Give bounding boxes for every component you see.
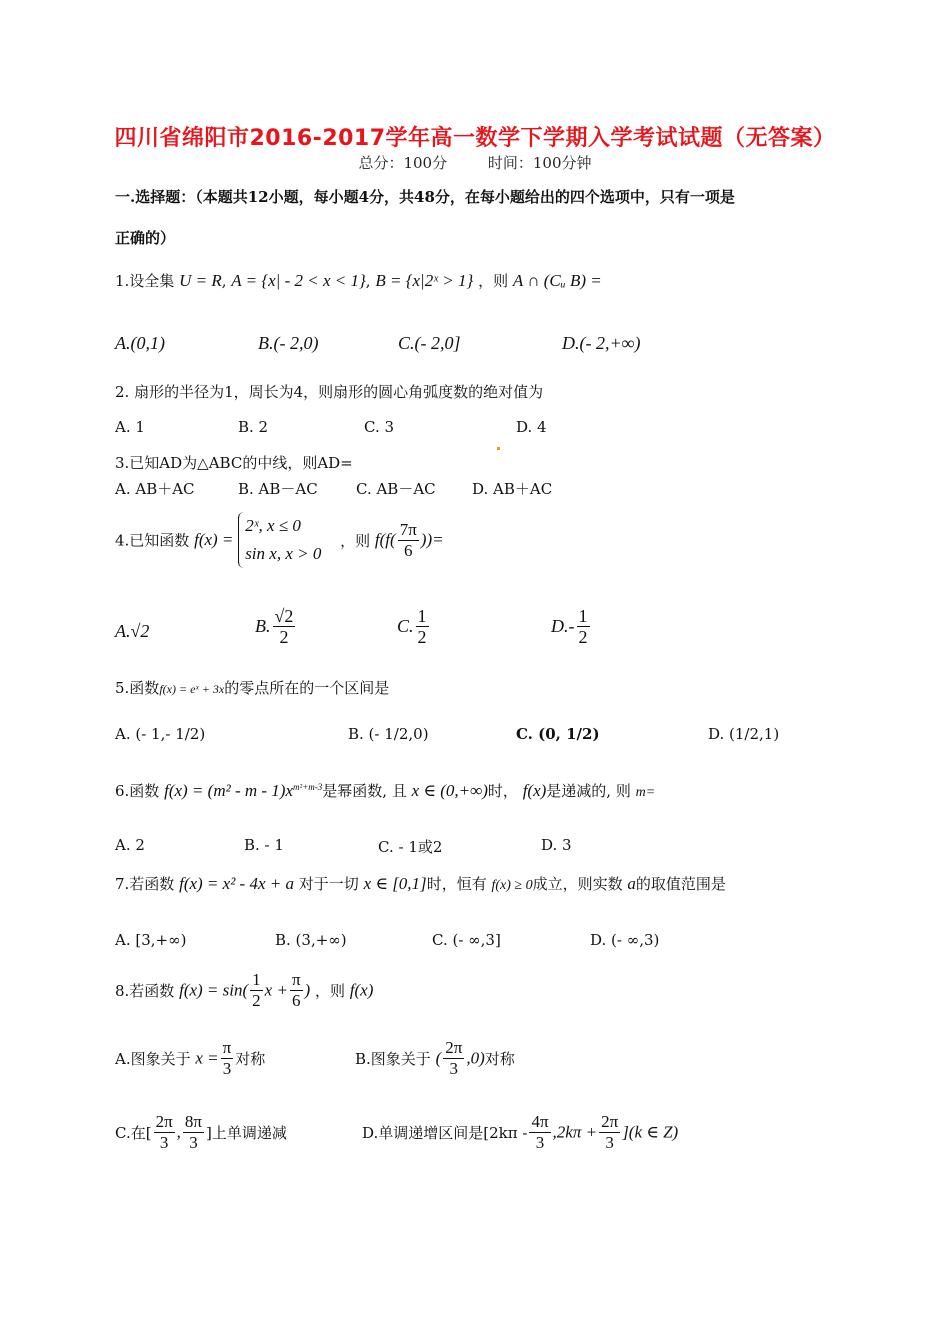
q4-then: ，则: [340, 531, 371, 550]
q8-half-num: 1: [252, 970, 261, 989]
q1-set-b: B = {x|2ˣ > 1}: [375, 271, 474, 290]
q6-option-a: A. 2: [115, 836, 145, 854]
q8-pi6-num: π: [291, 970, 301, 989]
q1-option-d: D.(- 2,+∞): [562, 333, 641, 353]
q7-suffix: 的取值范围是: [635, 875, 726, 893]
q8-option-c: C.在[ $\frac{2\pi}{3}$ , $\frac{8\pi}{3}$ ]上单调递减: [115, 1112, 287, 1152]
q4-frac-num: 7π: [399, 519, 417, 539]
q4-option-c-num: 1: [417, 606, 427, 626]
q8-option-d-label: D.单调递增区间是[2kπ -: [362, 1124, 528, 1142]
q8-option-d-tail: ](k ∈ Z): [622, 1122, 679, 1142]
question-2-stem: 2. 扇形的半径为1，周长为4，则扇形的圆心角弧度数的绝对值为: [115, 383, 544, 401]
q3-option-d: D. AB＋AC: [472, 480, 553, 498]
q8-option-b: B.图象关于 ( $\frac{2\pi}{3}$ ,0)对称: [355, 1038, 515, 1078]
q3-option-b: B. AB－AC: [238, 480, 318, 498]
q8-option-d-d1: 3: [535, 1133, 545, 1152]
q8-fx: f(x): [349, 980, 374, 1000]
section-heading: 一.选择题：（本题共12小题，每小题4分，共48分，在每小题给出的四个选项中，只有一项是: [115, 188, 735, 206]
q6-prefix: 6.函数: [115, 782, 160, 800]
q5-suffix: 的零点所在的一个区间是: [224, 679, 390, 697]
q8-prefix: 8.若函数: [115, 982, 175, 1000]
q4-f: f(x) =: [194, 530, 234, 549]
q4-option-c-frac: [416, 606, 429, 647]
q8-option-d-frac2: [599, 1112, 620, 1153]
question-3-stem: 3.已知AD为△ABC的中线，则AD=: [115, 454, 353, 472]
q7-option-c: C. (- ∞,3]: [432, 931, 501, 949]
q5-option-d: D. (1/2,1): [708, 725, 780, 743]
q8-option-d: [362, 1112, 678, 1153]
q4-option-d-num: 1: [578, 606, 588, 626]
q8-option-a-den: 3: [222, 1059, 232, 1078]
page-title: 四川省绵阳市2016-2017学年高一数学下学期入学考试试题（无答案）: [114, 126, 836, 151]
q7-a: a: [627, 874, 636, 893]
stray-mark: [497, 431, 500, 450]
q4-option-b: [255, 606, 297, 647]
q2-option-d: D. 4: [516, 418, 547, 436]
q8-then: ，则: [314, 982, 345, 1000]
q4-prefix: 4.已知函数: [115, 531, 190, 550]
q5-prefix: 5.函数: [115, 679, 160, 697]
q1-prefix: 1.设全集: [115, 272, 175, 290]
question-8-stem: [115, 970, 373, 1011]
q4-option-c-label: C.: [397, 616, 414, 636]
q8-option-a-label: A.图象关于: [115, 1050, 191, 1068]
q7-prefix: 7.若函数: [115, 875, 175, 893]
q8-option-c-d2: 3: [189, 1133, 198, 1152]
question-1-stem: 1.设全集 U = R, A = {x| - 2 < x < 1}, B = {x|2ˣ > 1} ，则 A ∩ (Cᵤ B) =: [115, 271, 602, 290]
q4-option-d-label: D.-: [551, 616, 575, 636]
q8-option-a-num: π: [222, 1038, 232, 1057]
q6-option-b: B. - 1: [244, 836, 284, 854]
q4-case1: 2ˣ, x ≤ 0: [245, 516, 301, 535]
exam-info: [0, 152, 950, 173]
q8-func-r: ): [304, 980, 311, 1000]
q7-option-a: A. [3,+∞): [115, 931, 187, 949]
q8-half: [250, 970, 263, 1011]
q4-option-a: A.√2: [115, 621, 150, 641]
q8-option-b-tail: 对称: [484, 1050, 515, 1068]
q1-set-a: A = {x| - 2 < x < 1}: [231, 271, 366, 290]
q4-option-b-num: √2: [274, 606, 294, 626]
q6-func: f(x) = (m² - m - 1)x: [164, 781, 293, 800]
q8-option-d-n1: 4π: [531, 1112, 549, 1131]
q8-option-b-den: 3: [449, 1059, 459, 1078]
q4-expr-l: f(f(: [374, 530, 396, 549]
q1-option-b: B.(- 2,0): [258, 333, 319, 353]
q4-option-d: [551, 606, 592, 647]
question-4-stem: [115, 512, 444, 568]
q1-then: ，则: [478, 272, 509, 290]
q7-mid2: 时，恒有: [426, 875, 487, 893]
q6-mid: 是幂函数, 且: [322, 782, 407, 800]
q6-fx: f(x): [522, 781, 547, 800]
q1-set-u: U = R: [179, 271, 222, 290]
q4-option-b-label: B.: [255, 616, 271, 636]
q4-frac-den: 6: [404, 540, 413, 560]
q8-option-a-x: x =: [195, 1048, 219, 1068]
q4-option-c: [397, 606, 431, 647]
q2-option-c: C. 3: [364, 418, 395, 436]
q4-option-d-frac: [577, 606, 590, 647]
total-score: 总分：100分: [358, 154, 448, 172]
q7-func: f(x) = x² - 4x + a: [179, 874, 294, 893]
q4-option-c-den: 2: [417, 627, 427, 647]
q8-option-b-frac: [443, 1038, 464, 1079]
q4-frac: [398, 520, 419, 561]
q2-option-b: B. 2: [238, 418, 269, 436]
q7-mid3: 成立，则实数: [532, 875, 623, 893]
q6-m: m=: [635, 785, 656, 800]
q8-option-d-n2: 2π: [601, 1112, 619, 1131]
q8-option-c-d1: 3: [159, 1133, 169, 1152]
question-5-stem: [115, 677, 389, 698]
q8-option-c-n1: 2π: [155, 1112, 173, 1131]
question-6-stem: [115, 780, 655, 801]
q6-cond: x ∈ (0,+∞): [411, 781, 488, 800]
q8-option-c-tail: ]上单调递减: [206, 1124, 287, 1142]
q8-option-a-frac: [221, 1038, 234, 1079]
q5-option-b: B. (- 1/2,0): [348, 725, 429, 743]
q4-piecewise: [238, 512, 321, 568]
q6-option-c: C. - 1或2: [378, 838, 443, 856]
q8-option-c-label: C.在[: [115, 1124, 152, 1142]
question-7-stem: [115, 873, 726, 894]
q8-option-c-frac2: [183, 1112, 204, 1153]
q8-option-c-frac1: [154, 1112, 175, 1153]
q4-option-b-den: 2: [279, 627, 289, 647]
q5-func: f(x) = eˣ + 3x: [159, 682, 225, 696]
q8-option-a-tail: 对称: [235, 1050, 266, 1068]
q2-option-a: A. 1: [115, 418, 145, 436]
q8-mid: x +: [264, 980, 288, 1000]
q8-option-d-mid: ,2kπ +: [552, 1122, 598, 1142]
q4-option-b-frac: [273, 606, 296, 647]
q7-option-b: B. (3,+∞): [275, 931, 347, 949]
q5-option-c: C. (0, 1/2): [516, 725, 600, 743]
q8-option-b-point: ,0): [466, 1048, 485, 1068]
q1-option-a: A.(0,1): [115, 333, 165, 353]
q4-case2: sin x, x > 0: [245, 544, 322, 563]
q6-option-d: D. 3: [541, 836, 572, 854]
q6-mid2: 时，: [487, 782, 518, 800]
q8-option-a: [115, 1038, 265, 1079]
q6-suffix: 是递减的, 则: [546, 782, 631, 800]
q8-pi6: [290, 970, 303, 1011]
q4-expr-r: ))=: [420, 530, 444, 549]
q8-option-b-num: 2π: [445, 1038, 463, 1057]
q8-half-den: 2: [252, 991, 261, 1010]
q4-option-d-den: 2: [578, 627, 588, 647]
section-heading-cont: 正确的）: [115, 229, 176, 247]
q8-option-c-n2: 8π: [184, 1112, 203, 1131]
q8-option-d-frac1: [529, 1112, 550, 1153]
exam-time: 时间：100分钟: [487, 154, 592, 172]
q5-option-a: A. (- 1,- 1/2): [115, 725, 206, 743]
q3-option-c: C. AB－AC: [356, 480, 436, 498]
q1-option-c: C.(- 2,0]: [398, 333, 461, 353]
q6-exp: m²+m-3: [293, 782, 323, 792]
q7-mid: 对于一切: [298, 875, 359, 893]
q1-expr: A ∩ (Cᵤ B) =: [512, 271, 602, 290]
q3-option-a: A. AB＋AC: [115, 480, 195, 498]
q7-cond: x ∈ [0,1]: [363, 874, 427, 893]
q8-option-d-d2: 3: [605, 1133, 614, 1152]
q7-option-d: D. (- ∞,3): [590, 931, 660, 949]
q7-ineq: f(x) ≥ 0: [491, 878, 533, 893]
q8-func-l: f(x) = sin(: [179, 980, 249, 1000]
q8-option-b-label: B.图象关于: [355, 1050, 431, 1068]
q8-pi6-den: 6: [291, 991, 301, 1010]
